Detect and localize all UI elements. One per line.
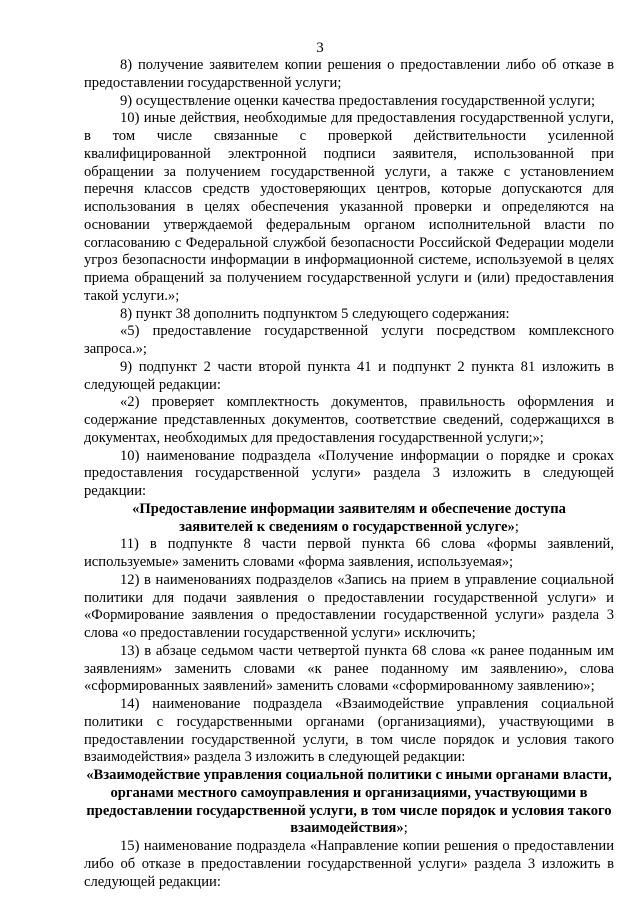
paragraph: 14) наименование подраздела «Взаимодействие управления социальной политики с государственными органами (организациями), участвующими в предоставлении государственной услуги, в том числе порядок и условия такого взаимодействия» раздела 3 изложить в следующей редакции: (84, 696, 614, 766)
paragraph: «2) проверяет комплектность документов, правильность оформления и содержание представленных документов, соответствие сведений, содержащихся в документах, необходимых для предоставления государственной услуги;»; (84, 394, 614, 446)
page-number: 3 (316, 40, 324, 56)
document-body (84, 57, 614, 891)
heading-tail: ; (514, 518, 519, 535)
heading-text: «Предоставление информации заявителям и обеспечение доступа заявителей к сведениям о государственной услуге» (132, 500, 566, 535)
paragraph: «5) предоставление государственной услуги посредством комплексного запроса.»; (84, 323, 614, 357)
section-heading (84, 501, 614, 537)
paragraph: 8) пункт 38 дополнить подпунктом 5 следующего содержания: (120, 305, 510, 322)
paragraph: 10) наименование подраздела «Получение информации о порядке и сроках предоставления государственной услуги» раздела 3 изложить в следующей редакции: (84, 447, 614, 499)
heading-tail: ; (403, 820, 408, 837)
paragraph: 9) подпункт 2 части второй пункта 41 и подпункт 2 пункта 81 изложить в следующей редакции: (84, 358, 614, 393)
paragraph: 13) в абзаце седьмом части четвертой пункта 68 слова «к ранее поданным им заявлениям» заменить словами «к ранее поданному им заявлению», слова «сформированных заявлений» заменить словами «сформированному заявлению»; (84, 642, 614, 695)
paragraph: 11) в подпункте 8 части первой пункта 66 слова «формы заявлений, используемые» заменить словами «форма заявления, используемая»; (84, 536, 614, 570)
paragraph: 8) получение заявителем копии решения о предоставлении либо об отказе в предоставлении государственной услуги; (84, 57, 614, 91)
section-heading (84, 767, 614, 838)
paragraph: 15) наименование подраздела «Направление копии решения о предоставлении либо об отказе в предоставлении государственной услуги» раздела 3 изложить в следующей редакции: (84, 838, 614, 890)
paragraph: 9) осуществление оценки качества предоставления государственной услуги; (120, 92, 596, 109)
paragraph: 12) в наименованиях подразделов «Запись на прием в управление социальной политики для подачи заявления о предоставлении государственной услуги» и «Формирование заявления о предоставлении государственной услуги» раздела 3 слова «о предоставлении государственной услуги» исключить; (84, 571, 614, 641)
heading-text: «Взаимодействие управления социальной политики с иными органами власти, органами местного самоуправления и организациями, участвующими в предоставлении государственной услуги, в том числе порядок и условия такого взаимодействия» (86, 767, 612, 837)
paragraph: 10) иные действия, необходимые для предоставления государственной услуги, в том числе связанные с проверкой действительности усиленной квалифицированной электронной подписи заявителя, использованной при обращении за получением государственной услуги, а также с установлением перечня классов средств удостоверяющих центров, которые допускаются для использования в целях обеспечения указанной проверки и определяются на основании утверждаемой федеральным органом исполнительной власти по согласованию с Федеральной службой безопасности Российской Федерации модели угроз безопасности информации в информационной системе, используемой в целях приема обращений за получением государственной услуги и (или) предоставления такой услуги.»; (84, 110, 614, 304)
